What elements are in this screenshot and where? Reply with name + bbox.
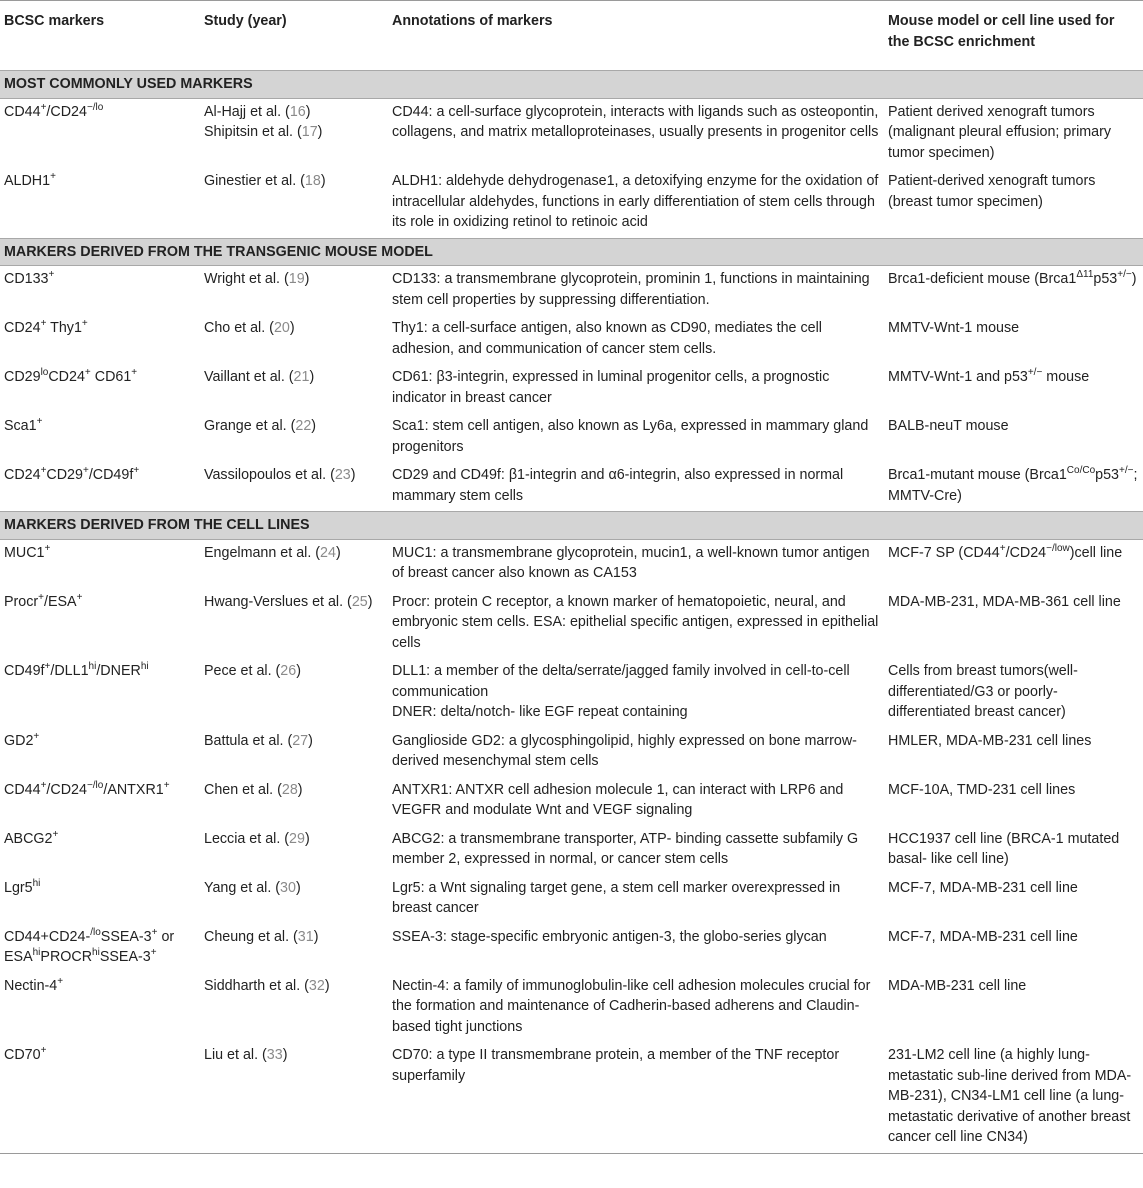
header-row bbox=[0, 1, 1143, 71]
text-segment: /ANTXR1 bbox=[103, 781, 164, 798]
text-segment: Hwang-Verslues et al. ( bbox=[204, 593, 352, 610]
superscript: + bbox=[36, 416, 43, 427]
text-segment: Al-Hajj et al. ( bbox=[204, 103, 290, 120]
text-segment: /CD24 bbox=[46, 103, 87, 120]
text-segment: CD49f bbox=[4, 663, 45, 679]
text-segment: p53 bbox=[1095, 467, 1119, 483]
text-segment: SSEA-3: stage-specific embryonic antigen-3, the globo-series glycan bbox=[392, 928, 827, 945]
marker-cell bbox=[0, 728, 200, 777]
marker-cell bbox=[0, 589, 200, 659]
reference-link[interactable]: 20 bbox=[273, 320, 290, 336]
study-cell bbox=[200, 973, 388, 1043]
annotation-cell bbox=[388, 168, 884, 238]
superscript: + bbox=[33, 730, 40, 742]
text-segment: MCF-7, MDA-MB-231 cell line bbox=[888, 879, 1078, 896]
reference-link[interactable]: 30 bbox=[280, 879, 296, 896]
text-segment: CD133 bbox=[4, 271, 49, 287]
model-cell bbox=[884, 413, 1143, 462]
text-segment: CD44+CD24- bbox=[4, 928, 91, 945]
model-cell bbox=[884, 462, 1143, 512]
text-segment: Procr: protein C receptor, a known marker of hematopoietic, neural, and embryonic stem cells. ESA: epithelial specific antigen, expressed in epithelial cells bbox=[392, 593, 879, 651]
study-cell bbox=[200, 924, 388, 973]
superscript: + bbox=[150, 947, 157, 958]
text-segment: ) bbox=[313, 928, 319, 945]
text-segment: ) bbox=[320, 173, 326, 189]
text-segment: Sca1 bbox=[4, 418, 37, 434]
text-segment: DNER: delta/notch- like EGF repeat containing bbox=[392, 704, 688, 720]
text-segment: ) bbox=[350, 467, 356, 483]
text-segment: Procr bbox=[4, 593, 39, 610]
text-segment: Vaillant et al. ( bbox=[204, 369, 294, 385]
text-segment: MUC1 bbox=[4, 544, 45, 561]
reference-link[interactable]: 26 bbox=[280, 663, 297, 679]
text-segment: MMTV-Wnt-1 and p53 bbox=[888, 369, 1028, 385]
marker-cell bbox=[0, 539, 200, 589]
text-segment: Pece et al. ( bbox=[204, 663, 281, 679]
model-cell bbox=[884, 315, 1143, 364]
annotation-cell bbox=[388, 875, 884, 924]
marker-cell bbox=[0, 98, 200, 168]
text-segment: Ganglioside GD2: a glycosphingolipid, highly expressed on bone marrow- derived mesenchymal stem cells bbox=[392, 732, 857, 769]
text-segment: /CD24 bbox=[46, 781, 87, 798]
study-cell bbox=[200, 826, 388, 875]
text-segment: Battula et al. ( bbox=[204, 732, 293, 749]
table-row bbox=[0, 364, 1143, 413]
text-segment: Chen et al. ( bbox=[204, 781, 282, 798]
text-segment: PROCR bbox=[40, 949, 93, 965]
study-cell bbox=[200, 539, 388, 589]
marker-cell bbox=[0, 413, 200, 462]
marker-cell bbox=[0, 266, 200, 316]
text-segment: Patient-derived xenograft tumors (breast tumor specimen) bbox=[888, 173, 1096, 210]
superscript: + bbox=[133, 465, 140, 476]
study-cell bbox=[200, 315, 388, 364]
text-segment: Cheung et al. ( bbox=[204, 928, 298, 945]
header-annotations: Annotations of markers bbox=[392, 13, 553, 29]
superscript: + bbox=[57, 975, 64, 987]
model-cell bbox=[884, 98, 1143, 168]
superscript: + bbox=[76, 591, 83, 603]
reference-link[interactable]: 31 bbox=[297, 928, 314, 945]
text-segment: MMTV-Wnt-1 mouse bbox=[888, 320, 1020, 336]
marker-cell bbox=[0, 924, 200, 973]
table-body bbox=[0, 71, 1143, 1154]
text-segment: HCC1937 cell line (BRCA-1 mutated basal- like cell line) bbox=[888, 830, 1120, 867]
annotation-cell bbox=[388, 589, 884, 659]
text-segment: 231-LM2 cell line (a highly lung-metastatic sub-line derived from MDA-MB-231), CN34-LM1 cell line (a lung-metastatic derivative of another breast cancer cell line CN34) bbox=[888, 1047, 1132, 1145]
text-segment: Nectin-4: a family of immunoglobulin-like cell adhesion molecules crucial for the formation and maintenance of Cadherin-based adherens and Claudin-based tight junctions bbox=[392, 977, 871, 1035]
header-mouse-model: Mouse model or cell line used for the BCSC enrichment bbox=[888, 13, 1115, 50]
text-segment: ALDH1: aldehyde dehydrogenase1, a detoxifying enzyme for the oxidation of intracellular aldehydes, functions in early differentiation of stem cells through its role in oxidizing retinol to retinoic acid bbox=[392, 173, 879, 230]
model-cell bbox=[884, 826, 1143, 875]
reference-link[interactable]: 32 bbox=[308, 977, 325, 994]
text-segment: CD29 bbox=[4, 369, 41, 385]
reference-link[interactable]: 23 bbox=[334, 467, 351, 483]
superscript: −/lo bbox=[86, 779, 104, 791]
text-segment: ABCG2: a transmembrane transporter, ATP- binding cassette subfamily G member 2, expressed in normal, or cancer stem cells bbox=[392, 830, 859, 867]
header-study-year: Study (year) bbox=[204, 13, 287, 29]
text-segment: Thy1 bbox=[46, 320, 82, 336]
superscript: hi bbox=[32, 877, 41, 889]
superscript: + bbox=[44, 661, 51, 672]
text-segment: ) bbox=[308, 732, 313, 749]
text-segment: Shipitsin et al. ( bbox=[204, 124, 302, 140]
model-cell bbox=[884, 875, 1143, 924]
superscript: + bbox=[131, 367, 138, 378]
text-segment: /CD49f bbox=[88, 467, 134, 483]
table-row bbox=[0, 658, 1143, 728]
superscript: +/− bbox=[1117, 269, 1132, 280]
text-segment: CD44 bbox=[4, 103, 41, 120]
section-header-row bbox=[0, 512, 1143, 540]
text-segment: SSEA-3 bbox=[100, 928, 152, 945]
superscript: lo bbox=[40, 367, 49, 378]
superscript: + bbox=[40, 101, 47, 113]
text-segment: DLL1: a member of the delta/serrate/jagged family involved in cell-to-cell communication bbox=[392, 663, 850, 700]
text-segment: CD24 bbox=[4, 320, 41, 336]
reference-link[interactable]: 17 bbox=[301, 124, 318, 140]
model-cell bbox=[884, 1042, 1143, 1153]
text-segment: /DLL1 bbox=[50, 663, 89, 679]
annotation-cell bbox=[388, 266, 884, 316]
reference-link[interactable]: 29 bbox=[289, 830, 305, 847]
text-segment: Thy1: a cell-surface antigen, also known as CD90, mediates the cell adhesion, and communication of cancer stem cells. bbox=[392, 320, 822, 357]
text-segment: Ginestier et al. ( bbox=[204, 173, 305, 189]
text-segment: GD2 bbox=[4, 732, 34, 749]
text-segment: Vassilopoulos et al. ( bbox=[204, 467, 335, 483]
text-segment: ) bbox=[335, 544, 341, 561]
text-segment: p53 bbox=[1093, 271, 1118, 287]
text-segment: ) bbox=[311, 418, 317, 434]
annotation-cell bbox=[388, 1042, 884, 1153]
text-segment: Brca1-mutant mouse (Brca1 bbox=[888, 467, 1067, 483]
header-bcsc-markers: BCSC markers bbox=[4, 13, 105, 29]
annotation-cell bbox=[388, 364, 884, 413]
text-segment: BALB-neuT mouse bbox=[888, 418, 1009, 434]
reference-link[interactable]: 24 bbox=[320, 544, 336, 561]
annotation-cell bbox=[388, 315, 884, 364]
text-segment: CD44: a cell-surface glycoprotein, interacts with ligands such as osteopontin, collagens, and matrix metalloproteinases, usually presents in progenitor cells bbox=[392, 103, 879, 140]
table-row bbox=[0, 168, 1143, 238]
marker-cell bbox=[0, 658, 200, 728]
text-segment: Sca1: stem cell antigen, also known as Ly6a, expressed in mammary gland progenitors bbox=[392, 418, 869, 455]
text-segment: CD61: β3-integrin, expressed in luminal progenitor cells, a prognostic indicator in breast cancer bbox=[392, 369, 830, 406]
study-cell bbox=[200, 658, 388, 728]
text-segment: Lgr5: a Wnt signaling target gene, a stem cell marker overexpressed in breast cancer bbox=[392, 879, 841, 916]
text-segment: CD70: a type II transmembrane protein, a member of the TNF receptor superfamily bbox=[392, 1047, 840, 1084]
table-row bbox=[0, 539, 1143, 589]
section-title: MARKERS DERIVED FROM THE CELL LINES bbox=[0, 512, 1143, 540]
reference-link[interactable]: 21 bbox=[293, 369, 310, 385]
text-segment: Cells from breast tumors(well-differentiated/G3 or poorly-differentiated breast cancer) bbox=[888, 663, 1078, 720]
table-row bbox=[0, 589, 1143, 659]
text-segment: CD61 bbox=[90, 369, 132, 385]
marker-cell bbox=[0, 973, 200, 1043]
superscript: hi bbox=[140, 661, 149, 672]
table-row bbox=[0, 266, 1143, 316]
text-segment: ; MMTV-Cre) bbox=[888, 467, 1138, 504]
table-row bbox=[0, 1042, 1143, 1153]
annotation-cell bbox=[388, 826, 884, 875]
text-segment: ) bbox=[1131, 271, 1137, 287]
reference-link[interactable]: 25 bbox=[351, 593, 368, 610]
superscript: + bbox=[38, 591, 45, 603]
text-segment: Leccia et al. ( bbox=[204, 830, 290, 847]
superscript: /lo bbox=[90, 926, 101, 938]
annotation-cell bbox=[388, 98, 884, 168]
text-segment: ) bbox=[305, 103, 311, 120]
marker-cell bbox=[0, 826, 200, 875]
study-cell bbox=[200, 413, 388, 462]
text-segment: Engelmann et al. ( bbox=[204, 544, 321, 561]
superscript: + bbox=[82, 465, 89, 476]
study-cell bbox=[200, 364, 388, 413]
text-segment: ) bbox=[297, 781, 303, 798]
marker-cell bbox=[0, 875, 200, 924]
text-segment: MCF-7, MDA-MB-231 cell line bbox=[888, 928, 1078, 945]
model-cell bbox=[884, 924, 1143, 973]
text-segment: mouse bbox=[1042, 369, 1090, 385]
table-row bbox=[0, 98, 1143, 168]
text-segment: ) bbox=[304, 830, 310, 847]
text-segment: ) bbox=[295, 879, 301, 896]
superscript: +/− bbox=[1027, 367, 1043, 378]
superscript: + bbox=[40, 318, 47, 329]
text-segment: MCF-7 SP (CD44 bbox=[888, 544, 1000, 561]
superscript: + bbox=[50, 171, 56, 182]
text-segment: )cell line bbox=[1069, 544, 1123, 561]
text-segment: CD29 and CD49f: β1-integrin and α6-integrin, also expressed in normal mammary stem cells bbox=[392, 467, 844, 504]
table-row bbox=[0, 875, 1143, 924]
marker-cell bbox=[0, 462, 200, 512]
text-segment: ALDH1 bbox=[4, 173, 51, 189]
text-segment: ) bbox=[282, 1047, 288, 1063]
superscript: Co/Co bbox=[1066, 465, 1096, 476]
annotation-cell bbox=[388, 539, 884, 589]
model-cell bbox=[884, 973, 1143, 1043]
marker-cell bbox=[0, 168, 200, 238]
text-segment: Wright et al. ( bbox=[204, 271, 289, 287]
superscript: + bbox=[52, 828, 59, 840]
text-segment: ) bbox=[289, 320, 295, 336]
section-header-row bbox=[0, 238, 1143, 266]
text-segment: MDA-MB-231 cell line bbox=[888, 977, 1027, 994]
model-cell bbox=[884, 168, 1143, 238]
marker-cell bbox=[0, 777, 200, 826]
text-segment: ANTXR1: ANTXR cell adhesion molecule 1, can interact with LRP6 and VEGFR and modulate Wnt and VEGF signaling bbox=[392, 781, 844, 818]
study-cell bbox=[200, 1042, 388, 1153]
reference-link[interactable]: 22 bbox=[295, 418, 312, 434]
reference-link[interactable]: 18 bbox=[304, 173, 321, 189]
annotation-cell bbox=[388, 462, 884, 512]
marker-cell bbox=[0, 364, 200, 413]
reference-link[interactable]: 19 bbox=[288, 271, 305, 287]
model-cell bbox=[884, 777, 1143, 826]
table-row bbox=[0, 462, 1143, 512]
text-segment: Cho et al. ( bbox=[204, 320, 274, 336]
table-row bbox=[0, 973, 1143, 1043]
superscript: + bbox=[163, 779, 170, 791]
text-segment: Grange et al. ( bbox=[204, 418, 296, 434]
text-segment: ABCG2 bbox=[4, 830, 53, 847]
section-header-row bbox=[0, 71, 1143, 99]
text-segment: HMLER, MDA-MB-231 cell lines bbox=[888, 732, 1092, 749]
annotation-cell bbox=[388, 413, 884, 462]
table-row bbox=[0, 924, 1143, 973]
text-segment: ) bbox=[296, 663, 301, 679]
text-segment: CD24 bbox=[48, 369, 85, 385]
text-segment: Yang et al. ( bbox=[204, 879, 281, 896]
section-title: MARKERS DERIVED FROM THE TRANSGENIC MOUSE MODEL bbox=[0, 238, 1143, 266]
text-segment: Siddharth et al. ( bbox=[204, 977, 309, 994]
superscript: + bbox=[40, 1045, 47, 1056]
text-segment: MDA-MB-231, MDA-MB-361 cell line bbox=[888, 593, 1121, 610]
text-segment: CD70 bbox=[4, 1047, 41, 1063]
superscript: + bbox=[44, 542, 51, 554]
model-cell bbox=[884, 539, 1143, 589]
superscript: −/low bbox=[1046, 542, 1070, 554]
table-row bbox=[0, 315, 1143, 364]
model-cell bbox=[884, 266, 1143, 316]
model-cell bbox=[884, 658, 1143, 728]
study-cell bbox=[200, 168, 388, 238]
reference-link[interactable]: 27 bbox=[292, 732, 309, 749]
annotation-cell bbox=[388, 777, 884, 826]
table-row bbox=[0, 777, 1143, 826]
superscript: + bbox=[999, 542, 1006, 554]
study-cell bbox=[200, 875, 388, 924]
superscript: + bbox=[151, 926, 158, 938]
text-segment: ) bbox=[324, 977, 330, 994]
text-segment: or ESA bbox=[4, 928, 175, 965]
text-segment: SSEA-3 bbox=[99, 949, 151, 965]
marker-cell bbox=[0, 1042, 200, 1153]
study-cell bbox=[200, 589, 388, 659]
study-cell bbox=[200, 266, 388, 316]
reference-link[interactable]: 28 bbox=[281, 781, 298, 798]
annotation-cell bbox=[388, 924, 884, 973]
model-cell bbox=[884, 728, 1143, 777]
superscript: −/lo bbox=[86, 101, 104, 113]
text-segment: ) bbox=[309, 369, 315, 385]
text-segment: Nectin-4 bbox=[4, 977, 58, 994]
superscript: + bbox=[84, 367, 91, 378]
text-segment: MUC1: a transmembrane glycoprotein, mucin1, a well-known tumor antigen of breast cancer also known as CA153 bbox=[392, 544, 870, 581]
text-segment: /CD24 bbox=[1005, 544, 1047, 561]
study-cell bbox=[200, 98, 388, 168]
superscript: + bbox=[40, 779, 47, 791]
reference-link[interactable]: 16 bbox=[289, 103, 306, 120]
text-segment: Liu et al. ( bbox=[204, 1047, 267, 1063]
superscript: hi bbox=[32, 947, 41, 958]
study-cell bbox=[200, 728, 388, 777]
text-segment: Brca1-deficient mouse (Brca1 bbox=[888, 271, 1077, 287]
text-segment: CD133: a transmembrane glycoprotein, prominin 1, functions in maintaining stem cell properties by suppressing differentiation. bbox=[392, 271, 870, 308]
reference-link[interactable]: 33 bbox=[266, 1047, 283, 1063]
annotation-cell bbox=[388, 973, 884, 1043]
superscript: +/− bbox=[1119, 465, 1134, 476]
text-segment: ) bbox=[304, 271, 310, 287]
superscript: + bbox=[40, 465, 47, 476]
text-segment: MCF-10A, TMD-231 cell lines bbox=[888, 781, 1076, 798]
table-row bbox=[0, 826, 1143, 875]
text-segment: CD44 bbox=[4, 781, 41, 798]
model-cell bbox=[884, 364, 1143, 413]
superscript: hi bbox=[88, 661, 97, 672]
section-title: MOST COMMONLY USED MARKERS bbox=[0, 71, 1143, 99]
superscript: + bbox=[48, 269, 55, 280]
study-cell bbox=[200, 777, 388, 826]
study-cell bbox=[200, 462, 388, 512]
table-row bbox=[0, 413, 1143, 462]
text-segment: CD24 bbox=[4, 467, 41, 483]
model-cell bbox=[884, 589, 1143, 659]
text-segment: ) bbox=[317, 124, 323, 140]
superscript: + bbox=[81, 318, 88, 329]
text-segment: CD29 bbox=[46, 467, 83, 483]
marker-cell bbox=[0, 315, 200, 364]
superscript: Δ11 bbox=[1076, 269, 1094, 280]
annotation-cell bbox=[388, 658, 884, 728]
annotation-cell bbox=[388, 728, 884, 777]
text-segment: Patient derived xenograft tumors (malignant pleural effusion; primary tumor specimen) bbox=[888, 103, 1112, 161]
table-row bbox=[0, 728, 1143, 777]
text-segment: ) bbox=[367, 593, 373, 610]
superscript: hi bbox=[92, 947, 100, 958]
text-segment: Lgr5 bbox=[4, 879, 33, 896]
text-segment: /ESA bbox=[44, 593, 77, 610]
text-segment: /DNER bbox=[96, 663, 141, 679]
